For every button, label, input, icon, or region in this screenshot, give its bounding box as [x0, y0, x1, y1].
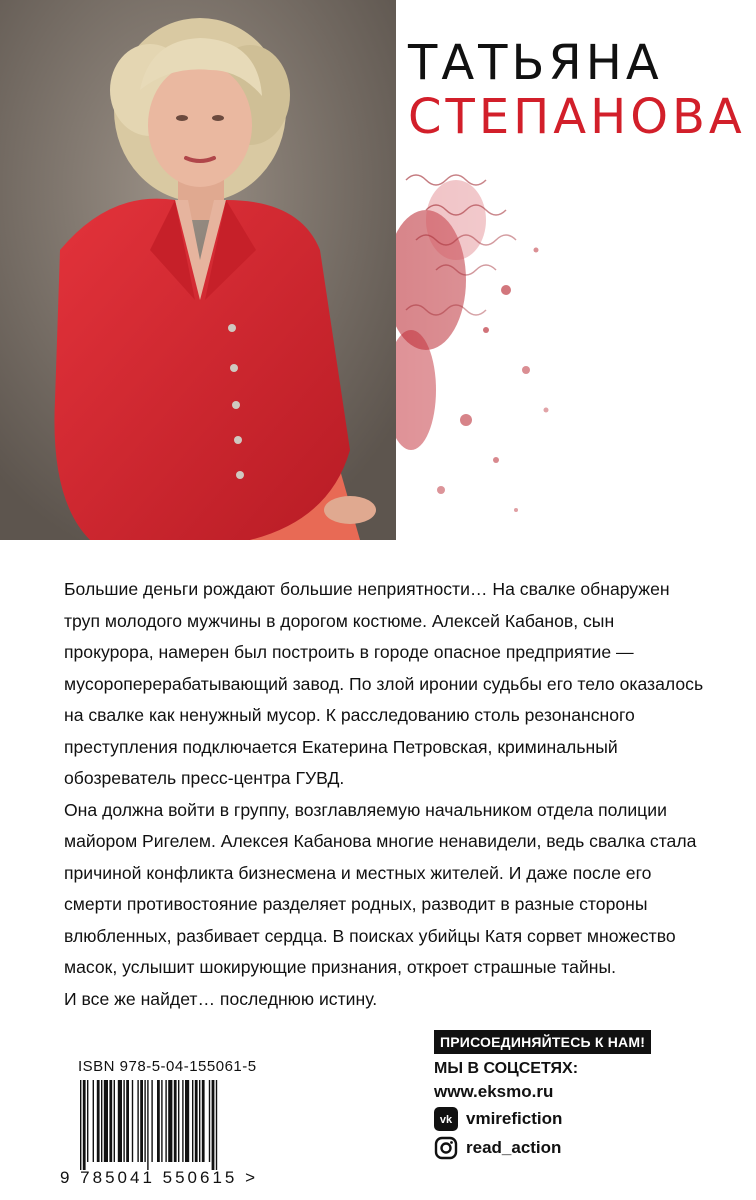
barcode-block [60, 1058, 300, 1188]
svg-text:vk: vk [439, 1114, 453, 1126]
vk-icon [434, 1107, 458, 1131]
book-description [64, 574, 704, 1015]
blood-splatter-decoration [396, 160, 596, 540]
instagram-icon [434, 1136, 458, 1160]
author-first-name: ТАТЬЯНА [408, 35, 663, 91]
instagram-link[interactable] [434, 1136, 704, 1160]
website-link[interactable]: www.eksmo.ru [434, 1082, 554, 1101]
isbn-label: ISBN 978-5-04-155061-5 [78, 1058, 257, 1075]
description-paragraph: Большие деньги рождают большие неприятности… На свалке обнаружен труп молодого мужчины в дорогом костюме. Алексей Кабанов, сын прокурора, намерен был построить в городе опасное предприятие — мусороперерабатывающий завод. По злой иронии судьбы его тело оказалось на свалке как ненужный мусор. К расследованию столь резонансного преступления подключается Екатерина Петровская, криминальный обозреватель пресс-центра ГУВД. [64, 579, 704, 788]
barcode-image [78, 1080, 278, 1170]
description-paragraph: Она должна войти в группу, возглавляемую начальником отдела полиции майором Ригелем. Алексея Кабанова многие ненавидели, ведь свалка стала причиной конфликта бизнесмена и местных жителей. И даже после его смерти противостояние разделяет родных, разводит в разные стороны влюбленных, разбивает сердца. В поисках убийцы Катя сорвет множество масок, услышит шокирующие признания, откроет страшные тайны. [64, 799, 697, 977]
author-last-name: СТЕПАНОВА [408, 89, 746, 145]
barcode-digits: 9 785041 550615 > [60, 1168, 259, 1187]
author-name [408, 36, 746, 144]
author-photo [0, 0, 396, 540]
vk-handle: vmirefiction [466, 1109, 563, 1128]
author-portrait-illustration [0, 0, 396, 540]
instagram-handle: read_action [466, 1138, 562, 1157]
join-us-banner: ПРИСОЕДИНЯЙТЕСЬ К НАМ! [434, 1030, 651, 1054]
description-paragraph: И все же найдет… последнюю истину. [64, 988, 378, 1009]
vk-link[interactable] [434, 1107, 704, 1131]
social-links-block [434, 1030, 704, 1160]
social-heading: МЫ В СОЦСЕТЯХ: [434, 1060, 579, 1077]
